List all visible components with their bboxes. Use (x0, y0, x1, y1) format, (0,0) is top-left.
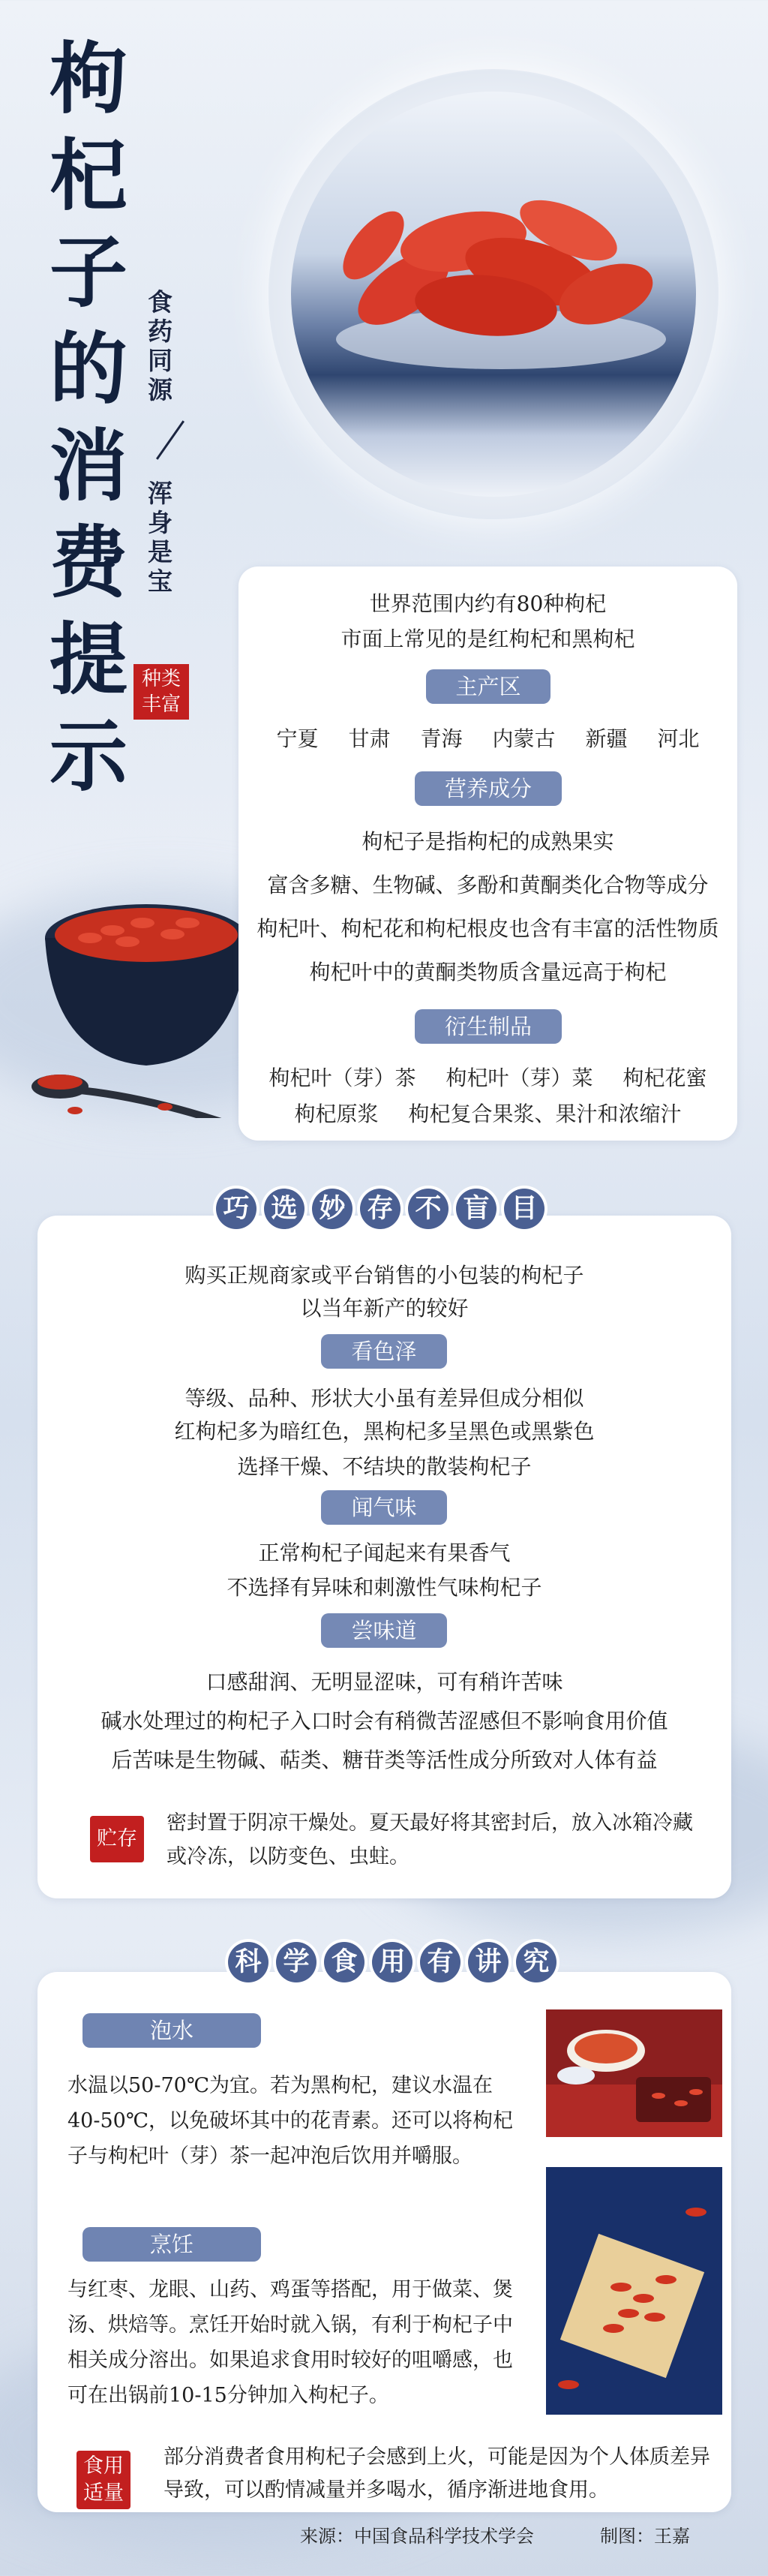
seal-line: 丰富 (141, 693, 181, 716)
storage-stamp: 贮存 (90, 1816, 144, 1862)
moderate-text: 部分消费者食用枸杞子会感到上火，可能是因为个人体质差异导致，可以酌情减量并多喝水，循序渐进地食用。 (164, 2445, 710, 2502)
title-char: 费 (49, 516, 128, 609)
intro-line: 市面上常见的是红枸杞和黑枸杞 (340, 627, 635, 651)
origin-label: 主产区 (426, 669, 550, 704)
title-char: 消 (49, 419, 128, 512)
banner-char: 存 (360, 1189, 400, 1229)
banner-char: 选 (264, 1189, 304, 1229)
smell-line: 不选择有异味和刺激性气味枸杞子 (226, 1575, 542, 1600)
goji-berries-illustration (291, 92, 696, 497)
title-char: 的 (49, 323, 128, 415)
soak-text: 水温以50-70℃为宜。若为黑枸杞，建议水温在40-50℃，以免破坏其中的花青素。还可以将枸杞子与枸杞叶（芽）茶一起冲泡后饮用并嚼服。 (68, 2074, 514, 2168)
goji-sphere-image (291, 92, 696, 497)
soak-label: 泡水 (82, 2013, 261, 2048)
product-item: 枸杞叶（芽）菜 (446, 1066, 593, 1090)
origin-item: 宁夏 (276, 726, 319, 751)
subtitle-right: 浑身是宝 (144, 480, 173, 597)
selection-banner (216, 1189, 544, 1229)
smell-line: 正常枸杞子闻起来有果香气 (258, 1540, 511, 1565)
look-line: 选择干燥、不结块的散装枸杞子 (237, 1454, 532, 1479)
footer-credit: 制图：王嘉 (600, 2526, 690, 2547)
nutrition-line: 富含多糖、生物碱、多酚和黄酮类化合物等成分 (267, 873, 709, 897)
banner-char: 巧 (216, 1189, 256, 1229)
banner-char: 究 (516, 1942, 556, 1982)
nutrition-line: 枸杞叶、枸杞花和枸杞根皮也含有丰富的活性物质 (256, 916, 719, 941)
subtitle-left: 食药同源 (144, 289, 173, 406)
goji-board-photo (546, 2167, 722, 2415)
banner-char: 科 (228, 1942, 268, 1982)
look-line: 红枸杞多为暗红色，黑枸杞多呈黑色或黑紫色 (174, 1419, 595, 1444)
smell-label: 闻气味 (321, 1490, 447, 1525)
nutrition-line: 枸杞叶中的黄酮类物质含量远高于枸杞 (309, 960, 667, 984)
banner-char: 不 (408, 1189, 448, 1229)
seal-badge (134, 664, 189, 720)
storage-text: 密封置于阴凉干燥处。夏天最好将其密封后，放入冰箱冷藏或冷冻，以防变色、虫蛀。 (166, 1811, 693, 1868)
intro-line: 以当年新产的较好 (300, 1296, 469, 1321)
taste-line: 碱水处理过的枸杞子入口时会有稍微苦涩感但不影响食用价值 (100, 1709, 668, 1733)
nutrition-line: 枸杞子是指枸杞的成熟果实 (362, 829, 614, 854)
product-item: 枸杞花蜜 (622, 1066, 707, 1090)
title-char: 提 (49, 613, 128, 705)
product-item: 枸杞复合果浆、果汁和浓缩汁 (408, 1102, 682, 1126)
product-item: 枸杞叶（芽）茶 (268, 1066, 416, 1090)
origin-item: 青海 (420, 726, 463, 751)
look-label: 看色泽 (321, 1334, 447, 1369)
consumption-banner (228, 1942, 556, 1982)
look-line: 等级、品种、形状大小虽有差异但成分相似 (184, 1386, 584, 1411)
origin-item: 新疆 (585, 726, 628, 751)
banner-char: 用 (372, 1942, 412, 1982)
banner-char: 妙 (312, 1189, 352, 1229)
page-title (44, 30, 134, 804)
goji-tea-photo (546, 2009, 722, 2137)
title-char: 示 (49, 710, 128, 802)
banner-char: 食 (324, 1942, 364, 1982)
goji-bowl-image (30, 863, 255, 1118)
footer-source: 来源：中国食品科学技术学会 (300, 2526, 534, 2547)
banner-char: 盲 (456, 1189, 496, 1229)
banner-char: 学 (276, 1942, 316, 1982)
origin-item: 甘肃 (348, 726, 391, 751)
seal-line: 种类 (141, 668, 181, 690)
moderate-stamp (76, 2451, 130, 2509)
varieties-card (238, 567, 737, 1141)
cook-label: 烹饪 (82, 2227, 261, 2262)
nutrition-label: 营养成分 (415, 771, 562, 806)
title-char: 子 (49, 226, 128, 318)
selection-storage-card (38, 1216, 731, 1898)
banner-char: 有 (420, 1942, 460, 1982)
cook-text: 与红枣、龙眼、山药、鸡蛋等搭配，用于做菜、煲汤、烘焙等。烹饪开始时就入锅，有利于枸杞子中相关成分溶出。如果追求食用时较好的咀嚼感，也可在出锅前10-15分钟加入枸杞子。 (68, 2278, 513, 2407)
intro-line: 购买正规商家或平台销售的小包装的枸杞子 (184, 1263, 584, 1288)
banner-char: 讲 (468, 1942, 508, 1982)
origin-item: 内蒙古 (492, 726, 556, 751)
taste-label: 尝味道 (321, 1613, 447, 1648)
intro-line: 世界范围内约有80种枸杞 (369, 591, 607, 616)
taste-line: 后苦味是生物碱、萜类、糖苷类等活性成分所致对人体有益 (111, 1748, 658, 1772)
title-char: 杞 (49, 129, 128, 221)
stamp-line: 适量 (83, 2481, 124, 2505)
subtitle-divider (156, 420, 184, 460)
origin-item: 河北 (657, 726, 700, 751)
stamp-line: 食用 (83, 2454, 124, 2478)
product-item: 枸杞原浆 (294, 1102, 379, 1126)
title-char: 枸 (49, 32, 128, 125)
products-label: 衍生制品 (415, 1009, 562, 1044)
taste-line: 口感甜润、无明显涩味，可有稍许苦味 (206, 1670, 563, 1694)
origin-list (238, 723, 737, 753)
banner-char: 目 (504, 1189, 544, 1229)
products-row (238, 1098, 737, 1128)
products-row (238, 1062, 737, 1092)
consumption-card (38, 1972, 731, 2512)
